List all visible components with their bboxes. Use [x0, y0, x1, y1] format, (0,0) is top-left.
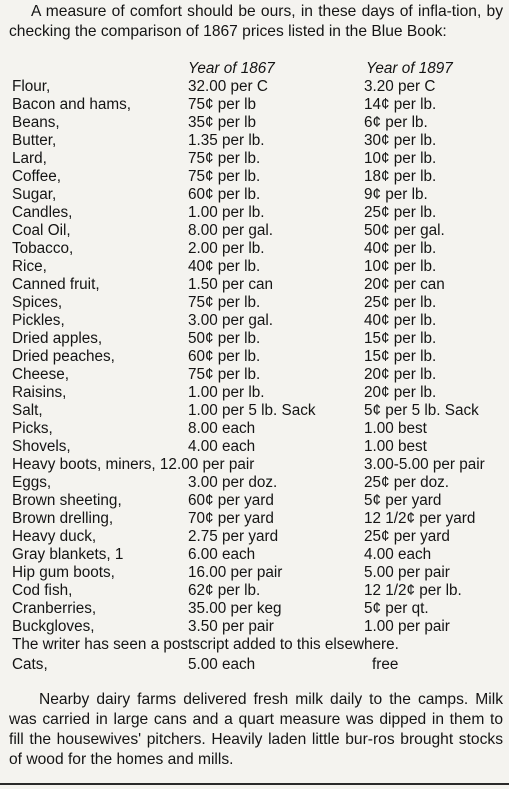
price-1867: 75¢ per lb. — [188, 294, 261, 311]
price-1867: 1.00 per lb. — [188, 204, 265, 221]
table-row — [0, 366, 509, 384]
price-1897: 5.00 per pair — [364, 564, 450, 581]
price-1897: 20¢ per lb. — [364, 366, 437, 383]
table-row — [0, 330, 509, 348]
price-1897: 20¢ per can — [364, 276, 445, 293]
table-row — [0, 114, 509, 132]
price-1897: 15¢ per lb. — [364, 348, 437, 365]
item-name: Tobacco, — [12, 240, 74, 257]
item-name: Rice, — [12, 258, 47, 275]
price-1897: free — [372, 656, 399, 673]
price-1897: 12 1/2¢ per yard — [364, 510, 476, 527]
table-row — [0, 150, 509, 168]
price-1867: 70¢ per yard — [188, 510, 274, 527]
price-1897: 40¢ per lb. — [364, 240, 437, 257]
price-1897: 25¢ per doz. — [364, 474, 450, 491]
price-1897: 30¢ per lb. — [364, 132, 437, 149]
price-1867: 40¢ per lb. — [188, 258, 261, 275]
table-row — [0, 312, 509, 330]
table-row — [0, 600, 509, 618]
price-1867: 75¢ per lb — [188, 96, 257, 113]
table-row — [0, 438, 509, 456]
table-row — [0, 222, 509, 240]
price-1867: 16.00 per pair — [188, 564, 283, 581]
price-1897: 6¢ per lb. — [364, 114, 428, 131]
price-comparison-table — [0, 60, 509, 674]
item-name: Eggs, — [12, 474, 52, 491]
table-row — [0, 402, 509, 420]
price-1867: 5.00 each — [188, 656, 256, 673]
price-1867: 2.75 per yard — [188, 528, 279, 545]
price-1897: 5¢ per 5 lb. Sack — [364, 402, 479, 419]
header-1897: Year of 1897 — [366, 60, 453, 77]
table-row — [0, 384, 509, 402]
item-name: Dried apples, — [12, 330, 103, 347]
price-1897: 3.00-5.00 per pair — [364, 456, 485, 473]
item-name: Lard, — [12, 150, 47, 167]
price-1897: 25¢ per lb. — [364, 294, 437, 311]
item-name: Coal Oil, — [12, 222, 71, 239]
item-name: Canned fruit, — [12, 276, 100, 293]
table-row — [0, 456, 509, 474]
table-row — [0, 204, 509, 222]
table-row — [0, 294, 509, 312]
item-name: Cats, — [12, 656, 48, 673]
item-name: Heavy boots, miners, 12.00 per pair — [12, 456, 255, 473]
price-1897: 1.00 best — [364, 438, 427, 455]
item-name: Gray blankets, 1 — [12, 546, 124, 563]
price-1897: 25¢ per yard — [364, 528, 450, 545]
table-row — [0, 96, 509, 114]
price-1867: 75¢ per lb. — [188, 366, 261, 383]
table-row — [0, 348, 509, 366]
table-row — [0, 528, 509, 546]
price-1897: 20¢ per lb. — [364, 384, 437, 401]
item-name: Coffee, — [12, 168, 62, 185]
item-name: Butter, — [12, 132, 57, 149]
table-header — [0, 60, 509, 78]
item-name: Pickles, — [12, 312, 65, 329]
price-1897: 18¢ per lb. — [364, 168, 437, 185]
item-name: Cranberries, — [12, 600, 97, 617]
item-name: Brown sheeting, — [12, 492, 122, 509]
price-1867: 1.50 per can — [188, 276, 274, 293]
price-1897: 15¢ per lb. — [364, 330, 437, 347]
price-1867: 62¢ per lb. — [188, 582, 261, 599]
price-1867: 3.50 per pair — [188, 618, 274, 635]
price-1897: 10¢ per lb. — [364, 258, 437, 275]
price-1867: 1.35 per lb. — [188, 132, 265, 149]
price-1897: 1.00 per pair — [364, 618, 450, 635]
price-1867: 2.00 per lb. — [188, 240, 265, 257]
table-row — [0, 474, 509, 492]
price-1867: 3.00 per doz. — [188, 474, 278, 491]
postscript-line — [0, 636, 509, 654]
price-1867: 60¢ per lb. — [188, 348, 261, 365]
price-1867: 3.00 per gal. — [188, 312, 274, 329]
table-row — [0, 186, 509, 204]
price-1897: 5¢ per yard — [364, 492, 442, 509]
item-name: Cod fish, — [12, 582, 73, 599]
postscript-text: The writer has seen a postscript added to this elsewhere. — [12, 636, 399, 653]
item-name: Flour, — [12, 78, 51, 95]
item-name: Sugar, — [12, 186, 57, 203]
price-1867: 50¢ per lb. — [188, 330, 261, 347]
price-1867: 60¢ per yard — [188, 492, 274, 509]
item-name: Shovels, — [12, 438, 71, 455]
closing-paragraph: Nearby dairy farms delivered fresh milk daily to the camps. Milk was carried in large cans and a quart measure was dipped in them to fill the housewives' pitchers. Heavily laden little bur-ros brought stocks of wood for the homes and mills. — [9, 691, 503, 768]
price-1867: 1.00 per 5 lb. Sack — [188, 402, 316, 419]
price-1867: 35.00 per keg — [188, 600, 282, 617]
table-row — [0, 510, 509, 528]
price-1867: 60¢ per lb. — [188, 186, 261, 203]
price-1897: 25¢ per lb. — [364, 204, 437, 221]
table-row — [0, 168, 509, 186]
header-1867: Year of 1867 — [188, 60, 275, 77]
item-name: Salt, — [12, 402, 43, 419]
price-1867: 35¢ per lb — [188, 114, 257, 131]
price-1867: 75¢ per lb. — [188, 168, 261, 185]
item-name: Buckgloves, — [12, 618, 95, 635]
item-name: Spices, — [12, 294, 63, 311]
price-1897: 14¢ per lb. — [364, 96, 437, 113]
table-row — [0, 276, 509, 294]
price-1897: 9¢ per lb. — [364, 186, 428, 203]
price-1867: 8.00 per gal. — [188, 222, 274, 239]
table-row — [0, 618, 509, 636]
item-name: Picks, — [12, 420, 53, 437]
item-name: Bacon and hams, — [12, 96, 132, 113]
item-name: Heavy duck, — [12, 528, 97, 545]
table-row — [0, 656, 509, 674]
price-1897: 1.00 best — [364, 420, 427, 437]
table-row — [0, 258, 509, 276]
price-1897: 4.00 each — [364, 546, 432, 563]
price-1897: 50¢ per gal. — [364, 222, 445, 239]
table-row — [0, 564, 509, 582]
price-1867: 8.00 each — [188, 420, 256, 437]
table-row — [0, 240, 509, 258]
table-row — [0, 546, 509, 564]
price-1897: 5¢ per qt. — [364, 600, 429, 617]
table-row — [0, 582, 509, 600]
item-name: Candles, — [12, 204, 73, 221]
table-row — [0, 420, 509, 438]
bottom-rule — [0, 783, 509, 785]
item-name: Raisins, — [12, 384, 67, 401]
price-1867: 4.00 each — [188, 438, 256, 455]
price-1897: 10¢ per lb. — [364, 150, 437, 167]
price-1897: 12 1/2¢ per lb. — [364, 582, 462, 599]
item-name: Cheese, — [12, 366, 69, 383]
intro-paragraph: A measure of comfort should be ours, in these days of infla-tion, by checking the comparison of 1867 prices listed in the Blue Book: — [9, 3, 503, 40]
price-1867: 6.00 each — [188, 546, 256, 563]
item-name: Hip gum boots, — [12, 564, 115, 581]
price-1867: 1.00 per lb. — [188, 384, 265, 401]
item-name: Brown drelling, — [12, 510, 114, 527]
table-row — [0, 132, 509, 150]
item-name: Beans, — [12, 114, 60, 131]
table-row — [0, 78, 509, 96]
price-1867: 32.00 per C — [188, 78, 268, 95]
table-row — [0, 492, 509, 510]
item-name: Dried peaches, — [12, 348, 115, 365]
price-1897: 40¢ per lb. — [364, 312, 437, 329]
price-1867: 75¢ per lb. — [188, 150, 261, 167]
price-1897: 3.20 per C — [364, 78, 436, 95]
